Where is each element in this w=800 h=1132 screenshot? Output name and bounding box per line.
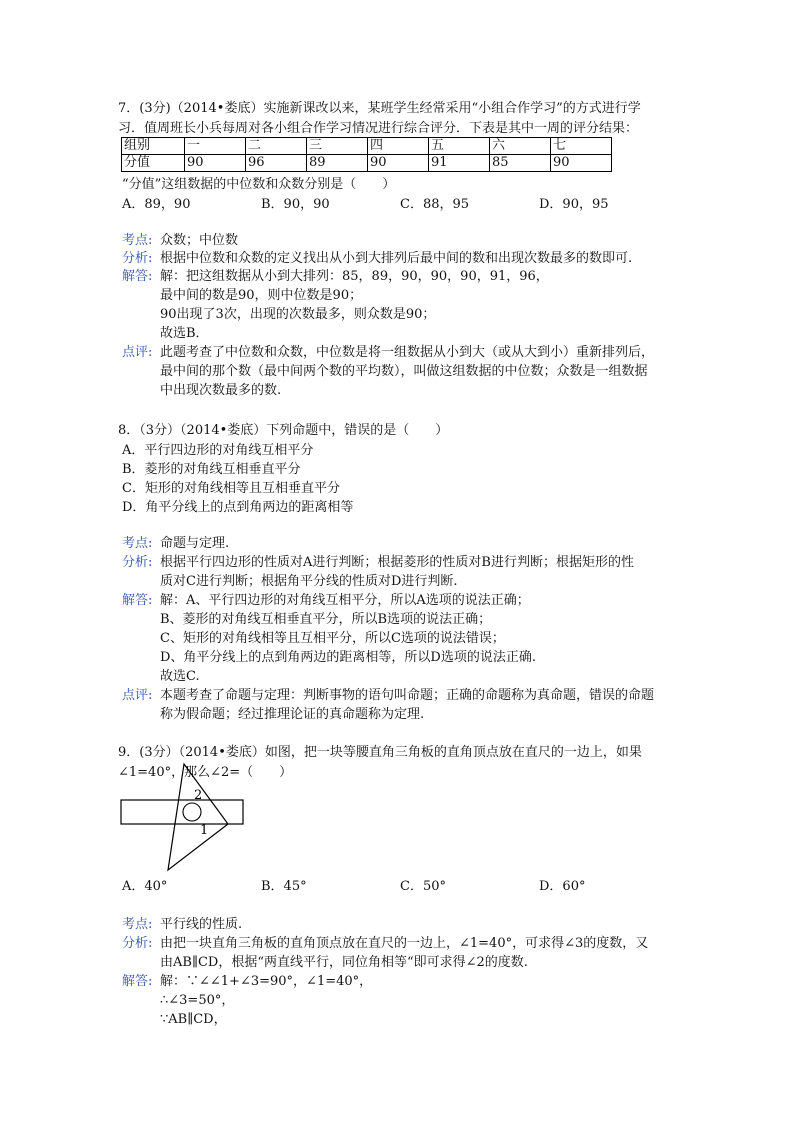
q8-option-b: B．菱形的对角线互相垂直平分 xyxy=(122,462,301,477)
q8-option-c: C．矩形的对角线相等且互相垂直平分 xyxy=(122,481,340,496)
table-cell: 91 xyxy=(429,155,490,172)
q8-jieda-line: 解：A、平行四边形的对角线互相平分，所以A选项的说法正确； xyxy=(160,593,530,608)
table-cell: 七 xyxy=(551,138,612,155)
q9-kaodian: 平行线的性质. xyxy=(160,917,243,932)
angle-label-2: 2 xyxy=(194,788,203,803)
q7-dianping-line: 此题考查了中位数和众数，中位数是将一组数据从小到大（或从大到小）重新排列后， xyxy=(160,345,655,360)
q8-stem: 8．（3分）（2014•娄底）下列命题中，错误的是（ ） xyxy=(118,423,449,438)
table-cell: 组别 xyxy=(122,138,185,155)
q7-dianping-line: 中出现次数最多的数. xyxy=(160,383,282,398)
q9-fenxi-line: 由AB∥CD，根据“两直线平行，同位角相等“即可求得∠2的度数. xyxy=(160,955,528,970)
q9-jieda-line: ∴∠3=50°， xyxy=(160,993,235,1008)
q9-jieda-line: ∵AB∥CD， xyxy=(160,1012,227,1027)
q7-fenxi-label: 分析: xyxy=(122,251,153,266)
q7-option-b: B．90，90 xyxy=(261,197,330,212)
q7-jieda-line: 90出现了3次，出现的次数最多，则众数是90； xyxy=(160,307,436,322)
q8-fenxi-line: 根据平行四边形的性质对A进行判断；根据菱形的性质对B进行判断；根据矩形的性 xyxy=(160,555,634,570)
q9-jieda-label: 解答: xyxy=(122,974,153,989)
table-cell: 分值 xyxy=(122,155,185,172)
q7-dianping-label: 点评: xyxy=(122,345,153,360)
q9-fenxi-line: 由把一块直角三角板的直角顶点放在直尺的一边上，∠1=40°，可求得∠3的度数，又 xyxy=(160,936,649,951)
q7-kaodian: 众数；中位数 xyxy=(160,233,239,248)
table-cell: 一 xyxy=(185,138,246,155)
table-cell: 90 xyxy=(368,155,429,172)
q8-fenxi-line: 质对C进行判断；根据角平分线的性质对D进行判断. xyxy=(160,574,458,589)
q7-jieda-line: 最中间的数是90，则中位数是90； xyxy=(160,288,363,303)
q7-jieda-label: 解答: xyxy=(122,269,153,284)
table-cell: 三 xyxy=(307,138,368,155)
table-cell: 96 xyxy=(246,155,307,172)
table-cell: 四 xyxy=(368,138,429,155)
q7-kaodian-label: 考点: xyxy=(122,233,153,248)
triangle-shape xyxy=(168,764,228,870)
q7-option-a: A．89，90 xyxy=(122,197,191,212)
q8-jieda-line: C、矩形的对角线相等且互相平分，所以C选项的说法错误； xyxy=(160,631,505,646)
table-header-row xyxy=(122,138,612,155)
q8-kaodian: 命题与定理. xyxy=(160,536,230,551)
q8-kaodian-label: 考点: xyxy=(122,536,153,551)
q9-option-c: C．50° xyxy=(400,879,446,894)
q7-option-d: D．90，95 xyxy=(539,197,609,212)
q8-option-a: A．平行四边形的对角线互相平分 xyxy=(122,443,314,458)
q7-jieda-line: 故选B． xyxy=(160,326,209,341)
q9-option-b: B．45° xyxy=(261,879,307,894)
q8-jieda-line: 故选C. xyxy=(160,669,200,684)
q9-fenxi-label: 分析: xyxy=(122,936,153,951)
table-row xyxy=(122,155,612,172)
q7-jieda-line: 解：把这组数据从小到大排列：85，89，90，90，90，91，96， xyxy=(160,269,549,284)
q9-option-d: D．60° xyxy=(539,879,586,894)
q8-dianping-line: 本题考查了命题与定理：判断事物的语句叫命题；正确的命题称为真命题，错误的命题 xyxy=(160,688,655,703)
q8-fenxi-label: 分析: xyxy=(122,555,153,570)
q8-jieda-line: B、菱形的对角线互相垂直平分，所以B选项的说法正确； xyxy=(160,612,492,627)
q9-stem-line2: ∠1=40°，那么∠2=（ ） xyxy=(118,765,293,780)
q8-dianping-line: 称为假命题；经过推理论证的真命题称为定理. xyxy=(160,707,425,722)
q7-question: “分值”这组数据的中位数和众数分别是（ ） xyxy=(122,177,396,192)
q7-option-c: C．88，95 xyxy=(400,197,470,212)
q7-fenxi: 根据中位数和众数的定义找出从小到大排列后最中间的数和出现次数最多的数即可. xyxy=(160,251,633,266)
q7-stem-line1: 7．(3分)（2014•娄底）实施新课改以来，某班学生经常采用“小组合作学习”的方式进行学 xyxy=(118,101,641,116)
q7-stem-line2: 习．值周班长小兵每周对各小组合作学习情况进行综合评分．下表是其中一周的评分结果： xyxy=(118,121,639,136)
table-cell: 90 xyxy=(185,155,246,172)
table-cell: 六 xyxy=(490,138,551,155)
table-cell: 85 xyxy=(490,155,551,172)
q8-jieda-line: D、角平分线上的点到角两边的距离相等，所以D选项的说法正确. xyxy=(160,650,536,665)
q7-score-table xyxy=(121,137,612,172)
table-cell: 89 xyxy=(307,155,368,172)
angle-label-1: 1 xyxy=(200,823,209,838)
q8-option-d: D．角平分线上的点到角两边的距离相等 xyxy=(122,500,354,515)
ruler-triangle-figure xyxy=(118,758,248,878)
table-cell: 90 xyxy=(551,155,612,172)
table-cell: 五 xyxy=(429,138,490,155)
q8-jieda-label: 解答: xyxy=(122,593,153,608)
table-cell: 二 xyxy=(246,138,307,155)
q8-dianping-label: 点评: xyxy=(122,688,153,703)
q9-option-a: A．40° xyxy=(122,879,168,894)
q9-kaodian-label: 考点: xyxy=(122,917,153,932)
q9-stem-line1: 9．(3分）（2014•娄底）如图，把一块等腰直角三角板的直角顶点放在直尺的一边上，如果 xyxy=(118,745,642,760)
angle-arc xyxy=(183,803,201,821)
q7-dianping-line: 最中间的那个数（最中间两个数的平均数），叫做这组数据的中位数；众数是一组数据 xyxy=(160,364,648,379)
q9-jieda-line: 解：∵∠∠1+∠3=90°，∠1=40°， xyxy=(160,974,373,989)
